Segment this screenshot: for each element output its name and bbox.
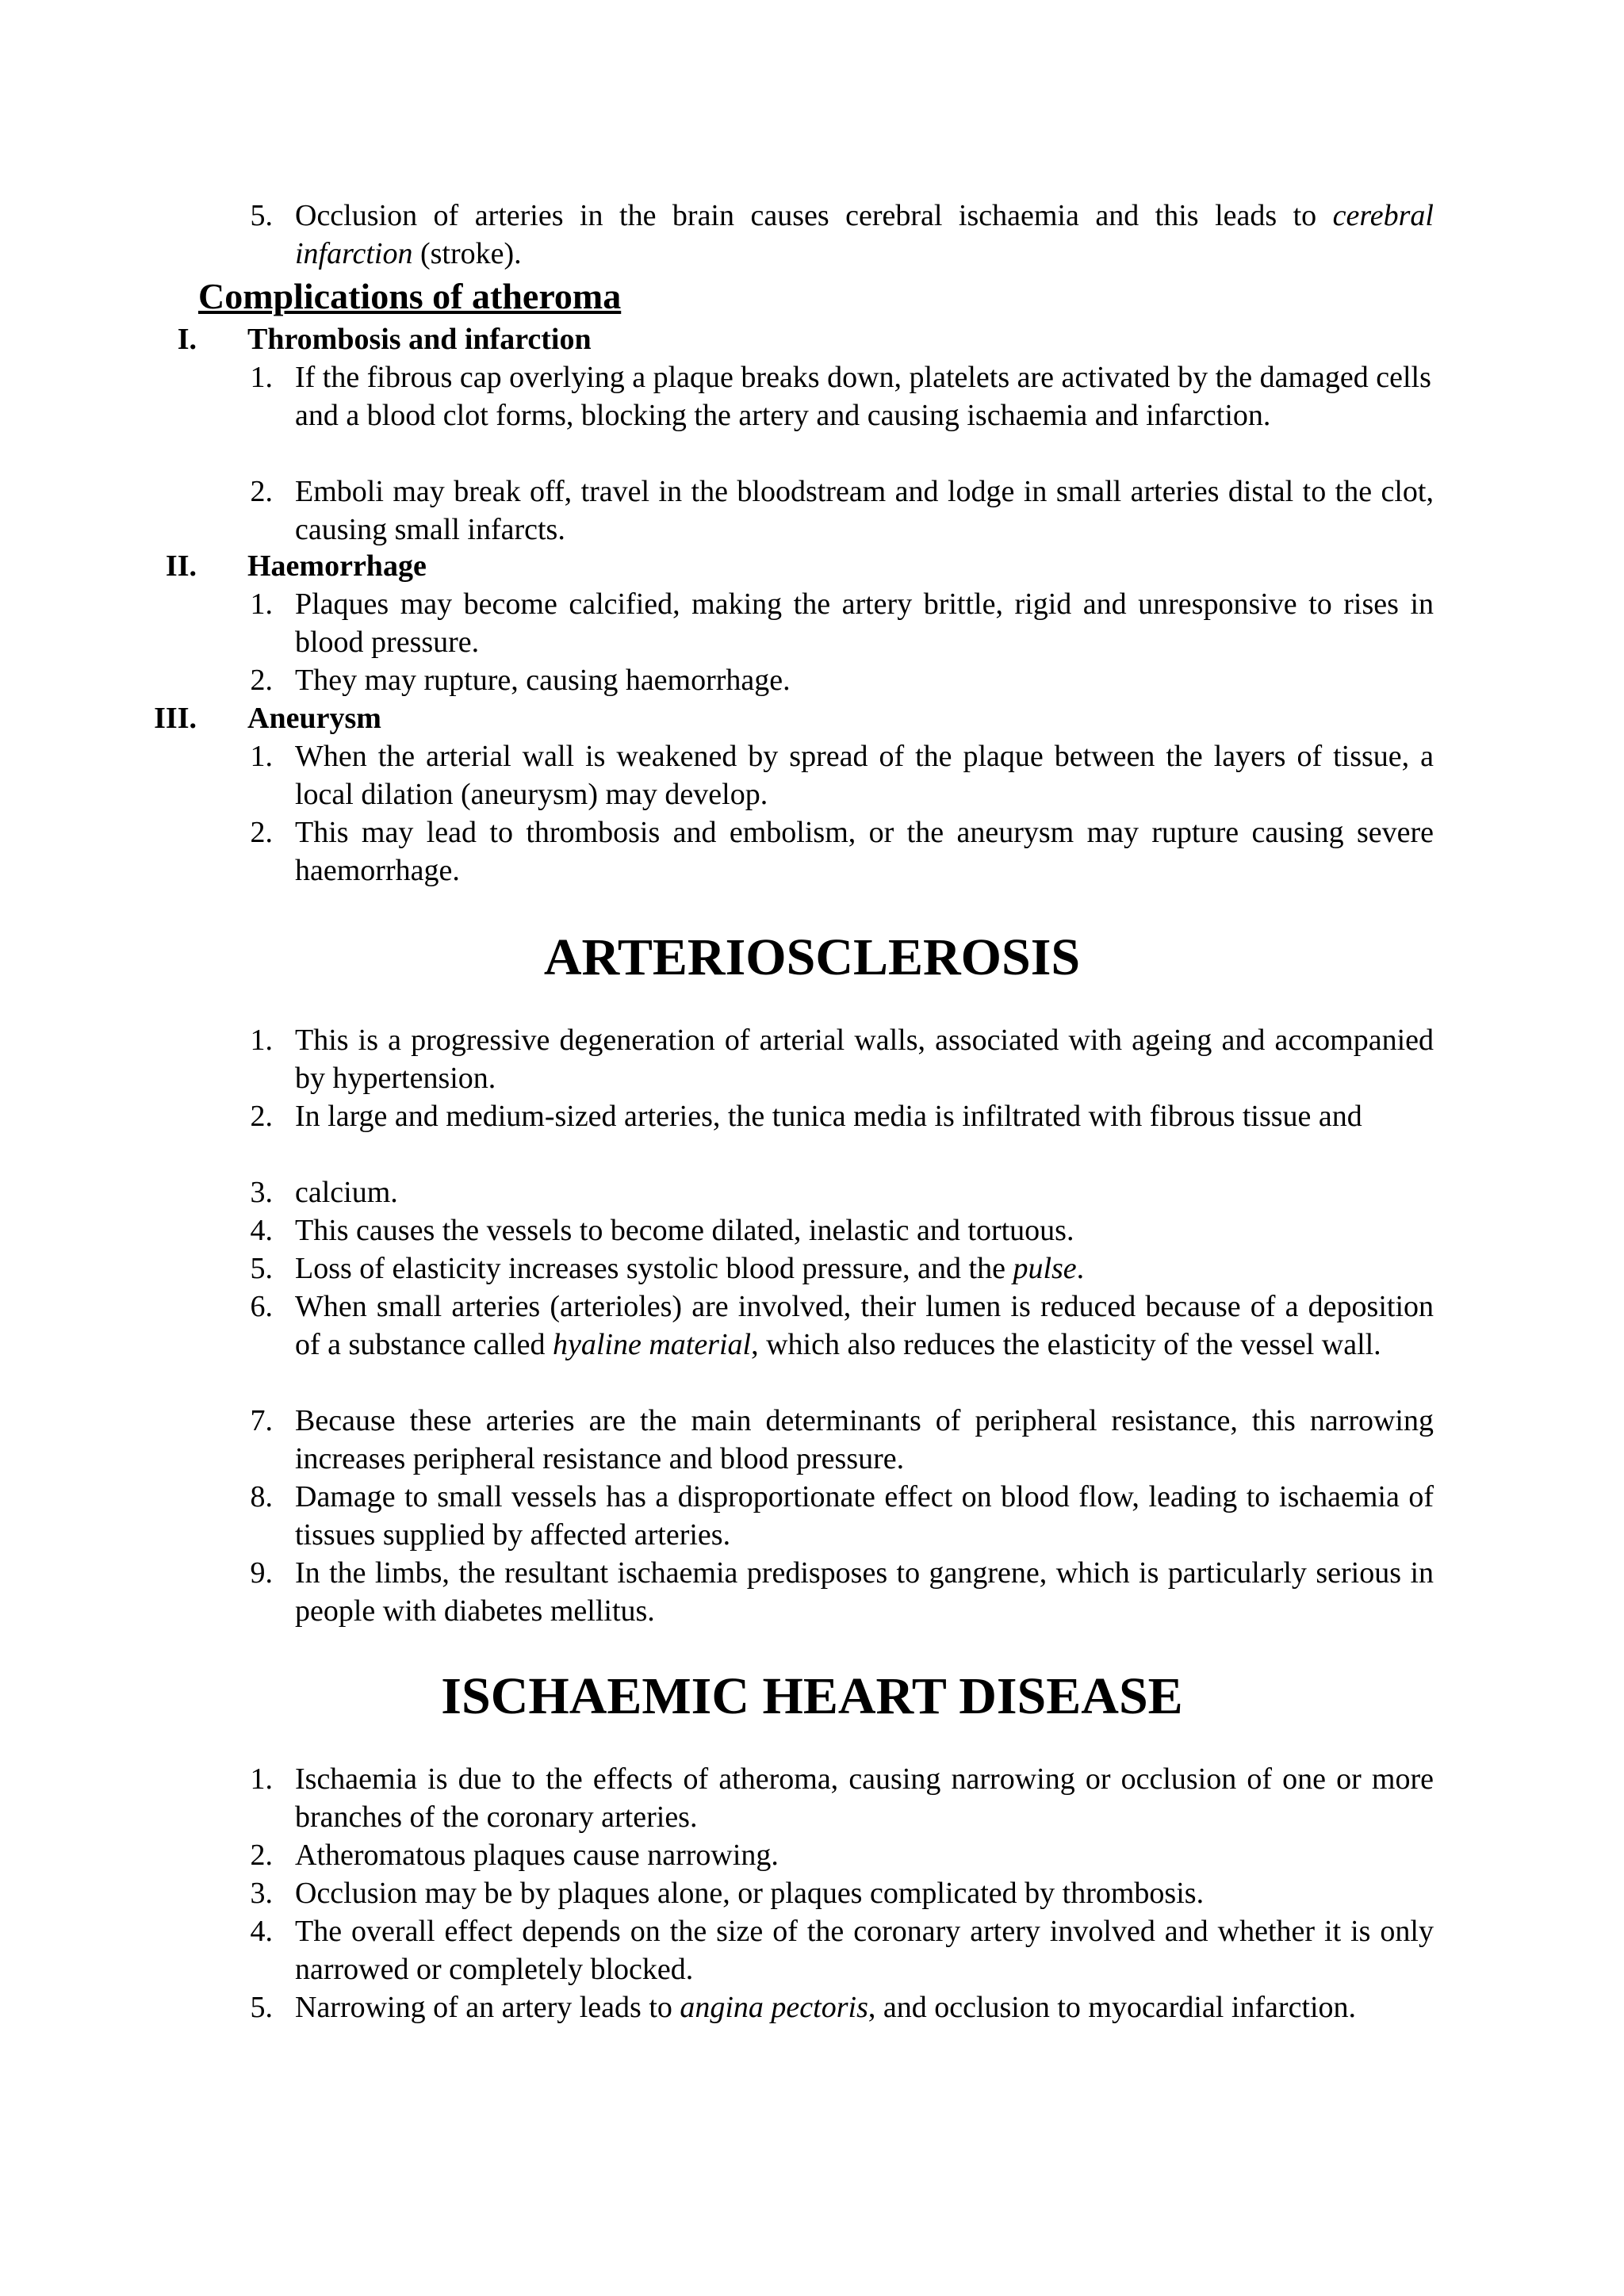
list-text: Occlusion may be by plaques alone, or plaques complicated by thrombosis.	[295, 1877, 1205, 1910]
list-text: Occlusion of arteries in the brain causes cerebral ischaemia and this leads to cerebral infarction (stroke).	[295, 199, 1434, 270]
ihd-title: ISCHAEMIC HEART DISEASE	[441, 1667, 1183, 1725]
list-number: 2.	[250, 475, 273, 508]
list-number: 2.	[250, 664, 273, 697]
list-text: Atheromatous plaques cause narrowing.	[295, 1839, 779, 1872]
list-number: 6.	[250, 1290, 273, 1323]
list-number: 1.	[250, 587, 273, 621]
list-text: In large and medium-sized arteries, the tunica media is infiltrated with fibrous tissue and	[295, 1100, 1362, 1133]
section-numeral: III.	[154, 702, 197, 735]
list-number: 8.	[250, 1480, 273, 1513]
list-number: 5.	[250, 199, 273, 232]
list-text: This is a progressive degeneration of arterial walls, associated with ageing and accompanied by hypertension.	[295, 1024, 1434, 1095]
list-text: This causes the vessels to become dilated, inelastic and tortuous.	[295, 1214, 1074, 1247]
list-text: When small arteries (arterioles) are involved, their lumen is reduced because of a deposition of a substance called hyaline material, which also reduces the elasticity of the vessel wall.	[295, 1290, 1434, 1361]
list-text: Plaques may become calcified, making the artery brittle, rigid and unresponsive to rises in blood pressure.	[295, 587, 1434, 659]
list-number: 2.	[250, 816, 273, 849]
list-text: This may lead to thrombosis and embolism, or the aneurysm may rupture causing severe haemorrhage.	[295, 816, 1434, 887]
list-number: 1.	[250, 361, 273, 394]
section-title: Haemorrhage	[247, 549, 427, 583]
list-text: The overall effect depends on the size of the coronary artery involved and whether it is only narrowed or completely blocked.	[295, 1915, 1434, 1986]
list-number: 5.	[250, 1252, 273, 1285]
section-title: Thrombosis and infarction	[247, 323, 592, 356]
list-number: 3.	[250, 1176, 273, 1209]
list-number: 2.	[250, 1100, 273, 1133]
list-text: If the fibrous cap overlying a plaque breaks down, platelets are activated by the damaged cells and a blood clot forms, blocking the artery and causing ischaemia and infarction.	[295, 361, 1431, 432]
list-text: Because these arteries are the main determinants of peripheral resistance, this narrowing increases peripheral resistance and blood pressure.	[295, 1404, 1434, 1475]
list-text: Loss of elasticity increases systolic blood pressure, and the pulse.	[295, 1252, 1085, 1285]
list-text: When the arterial wall is weakened by spread of the plaque between the layers of tissue, a local dilation (aneurysm) may develop.	[295, 740, 1434, 811]
list-text: Narrowing of an artery leads to angina pectoris, and occlusion to myocardial infarction.	[295, 1991, 1357, 2024]
list-number: 4.	[250, 1214, 273, 1247]
complications-heading: Complications of atheroma	[198, 276, 622, 316]
list-text: calcium.	[295, 1176, 398, 1209]
section-title: Aneurysm	[247, 702, 381, 735]
list-number: 3.	[250, 1877, 273, 1910]
section-numeral: I.	[177, 323, 197, 356]
list-number: 2.	[250, 1839, 273, 1872]
list-number: 4.	[250, 1915, 273, 1948]
list-text: Emboli may break off, travel in the bloodstream and lodge in small arteries distal to the clot, causing small infarcts.	[295, 475, 1434, 546]
section-numeral: II.	[165, 549, 197, 583]
arteriosclerosis-title: ARTERIOSCLEROSIS	[543, 928, 1081, 986]
list-number: 1.	[250, 740, 273, 773]
list-number: 9.	[250, 1556, 273, 1590]
list-number: 1.	[250, 1762, 273, 1796]
list-text: Damage to small vessels has a disproportionate effect on blood flow, leading to ischaemia of tissues supplied by affected arteries.	[295, 1480, 1434, 1552]
list-text: Ischaemia is due to the effects of atheroma, causing narrowing or occlusion of one or more branches of the coronary arteries.	[295, 1762, 1434, 1834]
list-text: In the limbs, the resultant ischaemia predisposes to gangrene, which is particularly serious in people with diabetes mellitus.	[295, 1556, 1434, 1628]
list-number: 5.	[250, 1991, 273, 2024]
list-number: 7.	[250, 1404, 273, 1437]
list-text: They may rupture, causing haemorrhage.	[295, 664, 791, 697]
list-number: 1.	[250, 1024, 273, 1057]
